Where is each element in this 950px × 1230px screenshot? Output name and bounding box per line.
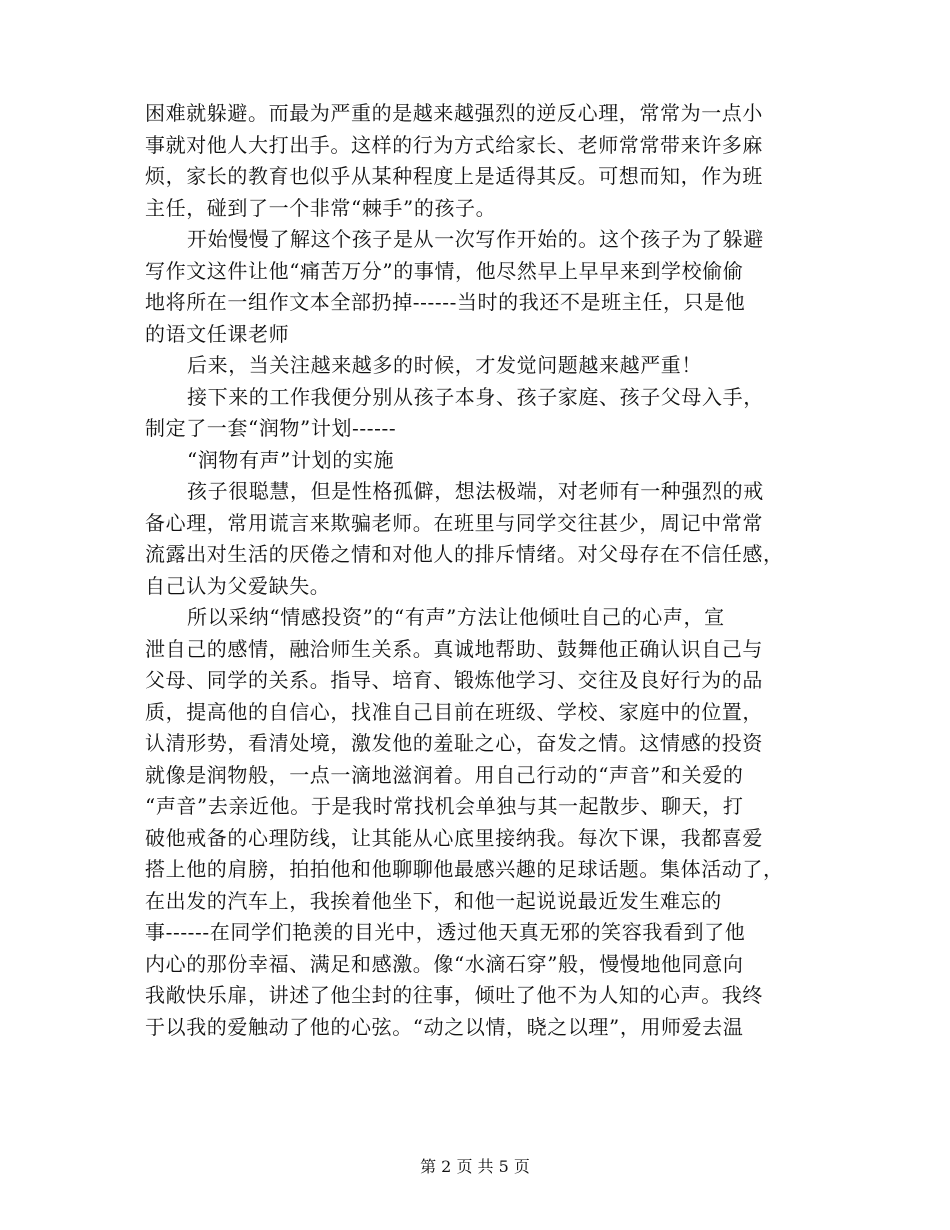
text-line: 开始慢慢了解这个孩子是从一次写作开始的。这个孩子为了躲避: [187, 227, 764, 251]
text-line: 事就对他人大打出手。这样的行为方式给家长、老师常常带来许多麻: [145, 132, 763, 157]
text-line: 所以采纳“情感投资”的“有声”方法让他倾吐自己的心声，宣: [187, 605, 725, 629]
text-line: 破他戒备的心理防线，让其能从心底里接纳我。每次下课，我都喜爱: [145, 825, 763, 850]
page-footer: 第 2 页 共 5 页: [420, 1157, 530, 1176]
text-line: 制定了一套“润物”计划------: [145, 416, 397, 440]
text-line: 就像是润物般，一点一滴地滋润着。用自己行动的“声音”和关爱的: [145, 762, 744, 787]
text-line: 的语文任课老师: [145, 321, 290, 346]
text-line: 接下来的工作我便分别从孩子本身、孩子家庭、孩子父母入手，: [187, 384, 764, 409]
text-line: “润物有声”计划的实施: [187, 447, 395, 472]
text-line: 后来，当关注越来越多的时候，才发觉问题越来越严重！: [187, 353, 702, 377]
text-line: 内心的那份幸福、满足和感激。像“水滴石穿”般，慢慢地他同意向: [145, 951, 744, 976]
text-line: 主任，碰到了一个非常“棘手”的孩子。: [145, 195, 497, 220]
text-line: 地将所在一组作文本全部扔掉------当时的我还不是班主任，只是他: [145, 290, 746, 314]
document-body: [145, 98, 805, 1043]
text-line: 父母、同学的关系。指导、培育、锻炼他学习、交往及良好行为的品: [145, 668, 763, 692]
text-line: 孩子很聪慧，但是性格孤僻，想法极端，对老师有一种强烈的戒: [187, 479, 764, 503]
text-line: 认清形势，看清处境，激发他的羞耻之心，奋发之情。这情感的投资: [145, 731, 763, 755]
text-line: 困难就躲避。而最为严重的是越来越强烈的逆反心理，常常为一点小: [145, 101, 763, 125]
text-line: 事------在同学们艳羡的目光中，透过他天真无邪的笑容我看到了他: [145, 920, 746, 944]
text-line: 自己认为父爱缺失。: [145, 573, 331, 598]
text-line: 写作文这件让他“痛苦万分”的事情，他尽然早上早早来到学校偷偷: [145, 258, 744, 283]
text-line: 泄自己的感情，融洽师生关系。真诚地帮助、鼓舞他正确认识自己与: [145, 636, 763, 661]
text-line: 于以我的爱触动了他的心弦。“动之以情，晓之以理”，用师爱去温: [145, 1014, 744, 1039]
text-line: 搭上他的肩膀，拍拍他和他聊聊他最感兴趣的足球话题。集体活动了，: [145, 857, 784, 881]
text-line: 烦，家长的教育也似乎从某种程度上是适得其反。可想而知，作为班: [145, 164, 763, 188]
text-line: 质，提高他的自信心，找准自己目前在班级、学校、家庭中的位置，: [145, 699, 763, 724]
text-line: 流露出对生活的厌倦之情和对他人的排斥情绪。对父母存在不信任感，: [145, 542, 784, 566]
text-line: 我敞快乐扉，讲述了他尘封的往事，倾吐了他不为人知的心声。我终: [145, 983, 763, 1007]
text-line: 在出发的汽车上，我挨着他坐下，和他一起说说最近发生难忘的: [145, 888, 722, 913]
text-line: “声音”去亲近他。于是我时常找机会单独与其一起散步、聊天，打: [145, 794, 744, 818]
text-line: 备心理，常用谎言来欺骗老师。在班里与同学交往甚少，周记中常常: [145, 510, 763, 535]
